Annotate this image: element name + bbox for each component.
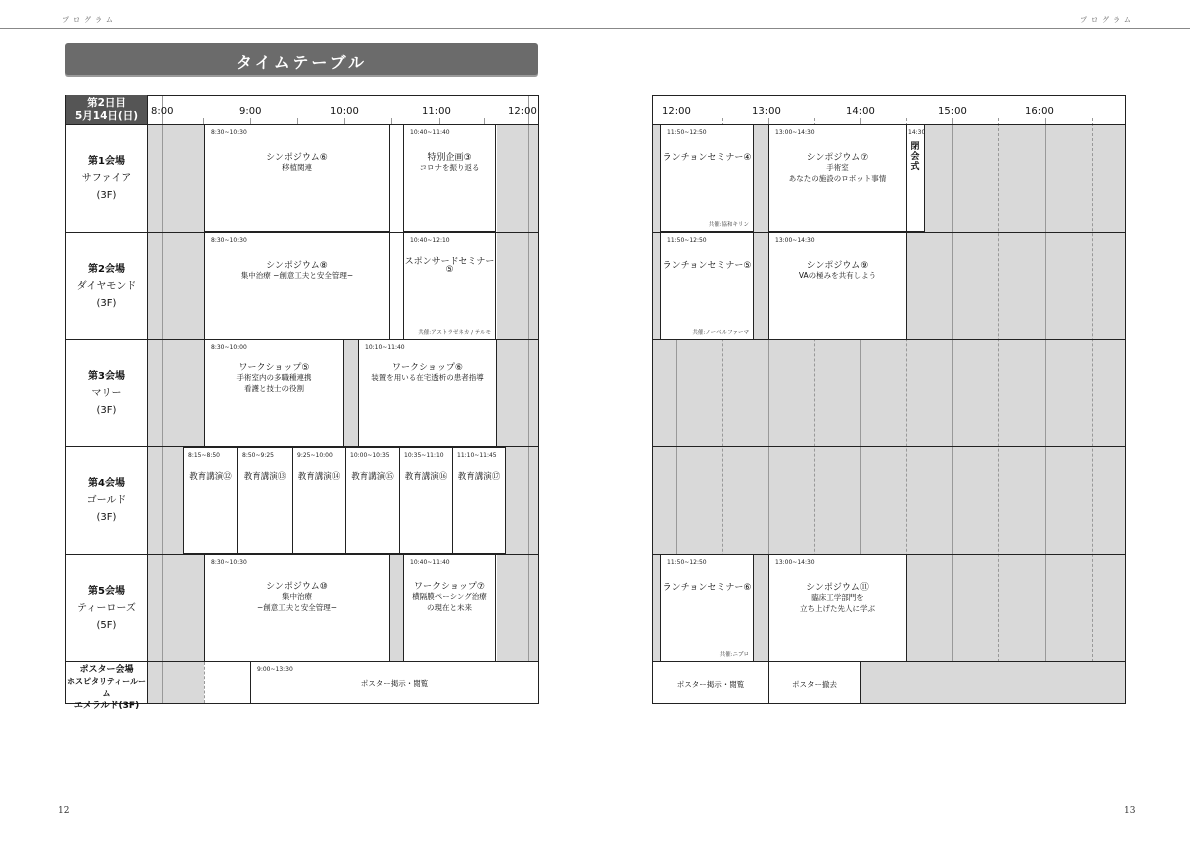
time-label: 8:00 — [151, 106, 174, 117]
running-header-right: プログラム — [1080, 16, 1135, 24]
session-title: ランチョンセミナー④ — [662, 153, 752, 163]
session-time: 8:30~10:00 — [211, 344, 247, 351]
session-subtitle: 手術室 — [826, 163, 849, 172]
session-title: シンポジウム⑥ — [266, 153, 328, 163]
day-number: 第2日目 — [87, 97, 126, 109]
session-title: 教育講演⑫ — [189, 472, 232, 482]
session-block[interactable] — [768, 554, 907, 662]
session-title: ワークショップ⑦ — [414, 582, 485, 592]
session-title: 閉 会 式 — [910, 142, 920, 172]
session-subtitle: あなたの施設のロボット事情 — [788, 174, 887, 183]
session-block[interactable] — [204, 232, 390, 340]
session-time: 11:50~12:50 — [667, 237, 707, 244]
session-block[interactable] — [250, 661, 539, 704]
session-title: 教育講演⑮ — [351, 472, 394, 482]
session-time: 11:10~11:45 — [457, 452, 497, 459]
session-subtitle: 臨床工学部門を — [811, 593, 864, 602]
venue-name: 第5会場 — [88, 586, 125, 597]
session-time: 13:00~14:30 — [775, 559, 815, 566]
session-title: 教育講演⑯ — [404, 472, 448, 482]
session-time: 10:40~11:40 — [410, 559, 450, 566]
session-block[interactable] — [204, 124, 390, 232]
session-block[interactable] — [204, 554, 390, 662]
session-block[interactable] — [204, 339, 344, 447]
venue-floor: (3F) — [96, 190, 117, 201]
session-block[interactable] — [768, 124, 907, 232]
venue-name: 第1会場 — [88, 156, 125, 167]
session-title: スポンサードセミナー — [404, 257, 495, 267]
running-header-left: プログラム — [62, 16, 117, 24]
venue-name: ポスター会場 — [79, 665, 134, 675]
session-block[interactable] — [768, 661, 861, 704]
time-label: 9:00 — [239, 106, 262, 117]
session-subtitle: 移植関連 — [282, 163, 312, 172]
time-label: 12:00 — [662, 106, 691, 117]
session-title: ランチョンセミナー⑥ — [662, 583, 752, 593]
session-block[interactable] — [358, 339, 497, 447]
time-label: 15:00 — [938, 106, 967, 117]
session-time: 9:25~10:00 — [297, 452, 333, 459]
session-time: 8:50~9:25 — [242, 452, 274, 459]
session-time: 8:15~8:50 — [188, 452, 220, 459]
time-label: 14:00 — [846, 106, 875, 117]
sponsor-note: 共催:ノーベルファーマ — [692, 330, 749, 336]
session-block[interactable] — [403, 232, 496, 340]
session-block[interactable] — [403, 124, 496, 232]
session-block[interactable] — [452, 447, 506, 554]
session-subtitle: 集中治療 −創意工夫と安全管理− — [240, 271, 354, 280]
sponsor-note: 共催:協和キリン — [708, 222, 749, 228]
venue-label-2 — [66, 261, 147, 312]
session-time: 14:30 — [908, 129, 926, 136]
session-subtitle: 装置を用いる在宅透析の患者指導 — [371, 373, 484, 382]
session-time: 9:00~13:30 — [257, 666, 293, 673]
session-time: 13:00~14:30 — [775, 237, 815, 244]
venue-label-3 — [66, 368, 147, 419]
session-block[interactable] — [403, 554, 496, 662]
session-block[interactable] — [652, 661, 769, 704]
session-title: ポスター掲示・閲覧 — [360, 679, 429, 688]
session-subtitle: VAの極みを共有しよう — [798, 271, 877, 280]
session-time: 10:35~11:10 — [404, 452, 444, 459]
session-title: ランチョンセミナー⑤ — [662, 261, 752, 271]
session-subtitle: 看護と技士の役割 — [244, 384, 304, 393]
venue-room: サファイア — [81, 173, 132, 184]
venue-floor: エメラルド(3F) — [73, 701, 140, 711]
session-block[interactable] — [660, 124, 754, 232]
venue-label-poster — [66, 664, 147, 712]
venue-name: 第2会場 — [88, 264, 125, 275]
session-title: シンポジウム⑦ — [806, 153, 869, 163]
session-block[interactable] — [183, 447, 238, 554]
session-block[interactable] — [660, 232, 754, 340]
venue-floor: (3F) — [96, 298, 117, 309]
session-subtitle: 横隔膜ペーシング治療 — [412, 592, 487, 601]
time-label: 13:00 — [752, 106, 781, 117]
session-subtitle: 集中治療 — [282, 592, 312, 601]
session-title: 特別企画③ — [427, 153, 472, 163]
row-line — [652, 446, 1126, 447]
session-title: シンポジウム⑩ — [266, 582, 328, 592]
session-time: 8:30~10:30 — [211, 129, 247, 136]
day-label — [66, 95, 147, 124]
session-subtitle: −創意工夫と安全管理− — [256, 603, 338, 612]
session-subtitle: コロナを振り返る — [419, 163, 480, 172]
venue-room: ホスピタリティールーム — [66, 677, 147, 698]
venue-name: 第4会場 — [88, 478, 125, 489]
session-block[interactable] — [237, 447, 293, 554]
venue-label-1 — [66, 153, 147, 204]
session-time: 8:30~10:30 — [211, 559, 247, 566]
session-time: 10:40~11:40 — [410, 129, 450, 136]
page-number-right: 13 — [1124, 806, 1136, 816]
session-block[interactable] — [345, 447, 400, 554]
session-subtitle: 立ち上げた先人に学ぶ — [800, 604, 875, 613]
session-block[interactable] — [660, 554, 754, 662]
session-title-number: ⑤ — [445, 265, 454, 275]
day-date: 5月14日(日) — [74, 110, 138, 122]
session-title: ポスター掲示・閲覧 — [676, 680, 745, 689]
closing-ceremony-block[interactable] — [906, 124, 925, 232]
venue-label-4 — [66, 475, 147, 526]
session-block[interactable] — [768, 232, 907, 340]
venue-floor: (5F) — [96, 620, 117, 631]
time-label: 12:00 — [508, 106, 537, 117]
header-rule — [0, 28, 1190, 29]
time-label: 16:00 — [1025, 106, 1054, 117]
session-block[interactable] — [399, 447, 453, 554]
venue-room: ティーローズ — [77, 603, 136, 614]
page-title-bar — [65, 43, 538, 75]
session-title: 教育講演⑰ — [457, 472, 501, 482]
venue-room: ゴールド — [86, 495, 127, 506]
venue-name: 第3会場 — [88, 371, 125, 382]
session-title: 教育講演⑭ — [297, 472, 341, 482]
venue-label-5 — [66, 583, 147, 634]
session-title: シンポジウム⑪ — [806, 583, 869, 593]
session-time: 11:50~12:50 — [667, 129, 707, 136]
session-time: 10:10~11:40 — [365, 344, 405, 351]
session-time: 11:50~12:50 — [667, 559, 707, 566]
session-title: シンポジウム⑧ — [266, 261, 328, 271]
session-title: シンポジウム⑨ — [806, 261, 869, 271]
venue-room: ダイヤモンド — [76, 281, 137, 292]
session-time: 13:00~14:30 — [775, 129, 815, 136]
session-subtitle: の現在と未来 — [427, 603, 472, 612]
session-subtitle: 手術室内の多職種連携 — [236, 373, 312, 382]
sponsor-note: 共催:アストラゼネカ / テルモ — [418, 330, 491, 336]
page-title: タイムテーブル — [236, 53, 367, 72]
session-time: 10:00~10:35 — [350, 452, 390, 459]
time-label: 11:00 — [422, 106, 451, 117]
session-title: ワークショップ⑤ — [238, 363, 310, 373]
session-block[interactable] — [292, 447, 346, 554]
sponsor-note: 共催:ニプロ — [719, 652, 749, 658]
session-title: ポスター撤去 — [792, 680, 837, 689]
page-number-left: 12 — [58, 806, 70, 816]
venue-column-border — [147, 95, 148, 704]
session-time: 8:30~10:30 — [211, 237, 247, 244]
session-time: 10:40~12:10 — [410, 237, 450, 244]
venue-floor: (3F) — [96, 405, 117, 416]
session-title: ワークショップ⑥ — [392, 363, 463, 373]
venue-floor: (3F) — [96, 512, 117, 523]
time-label: 10:00 — [330, 106, 359, 117]
venue-room: マリー — [91, 388, 122, 399]
session-title: 教育講演⑬ — [243, 472, 287, 482]
